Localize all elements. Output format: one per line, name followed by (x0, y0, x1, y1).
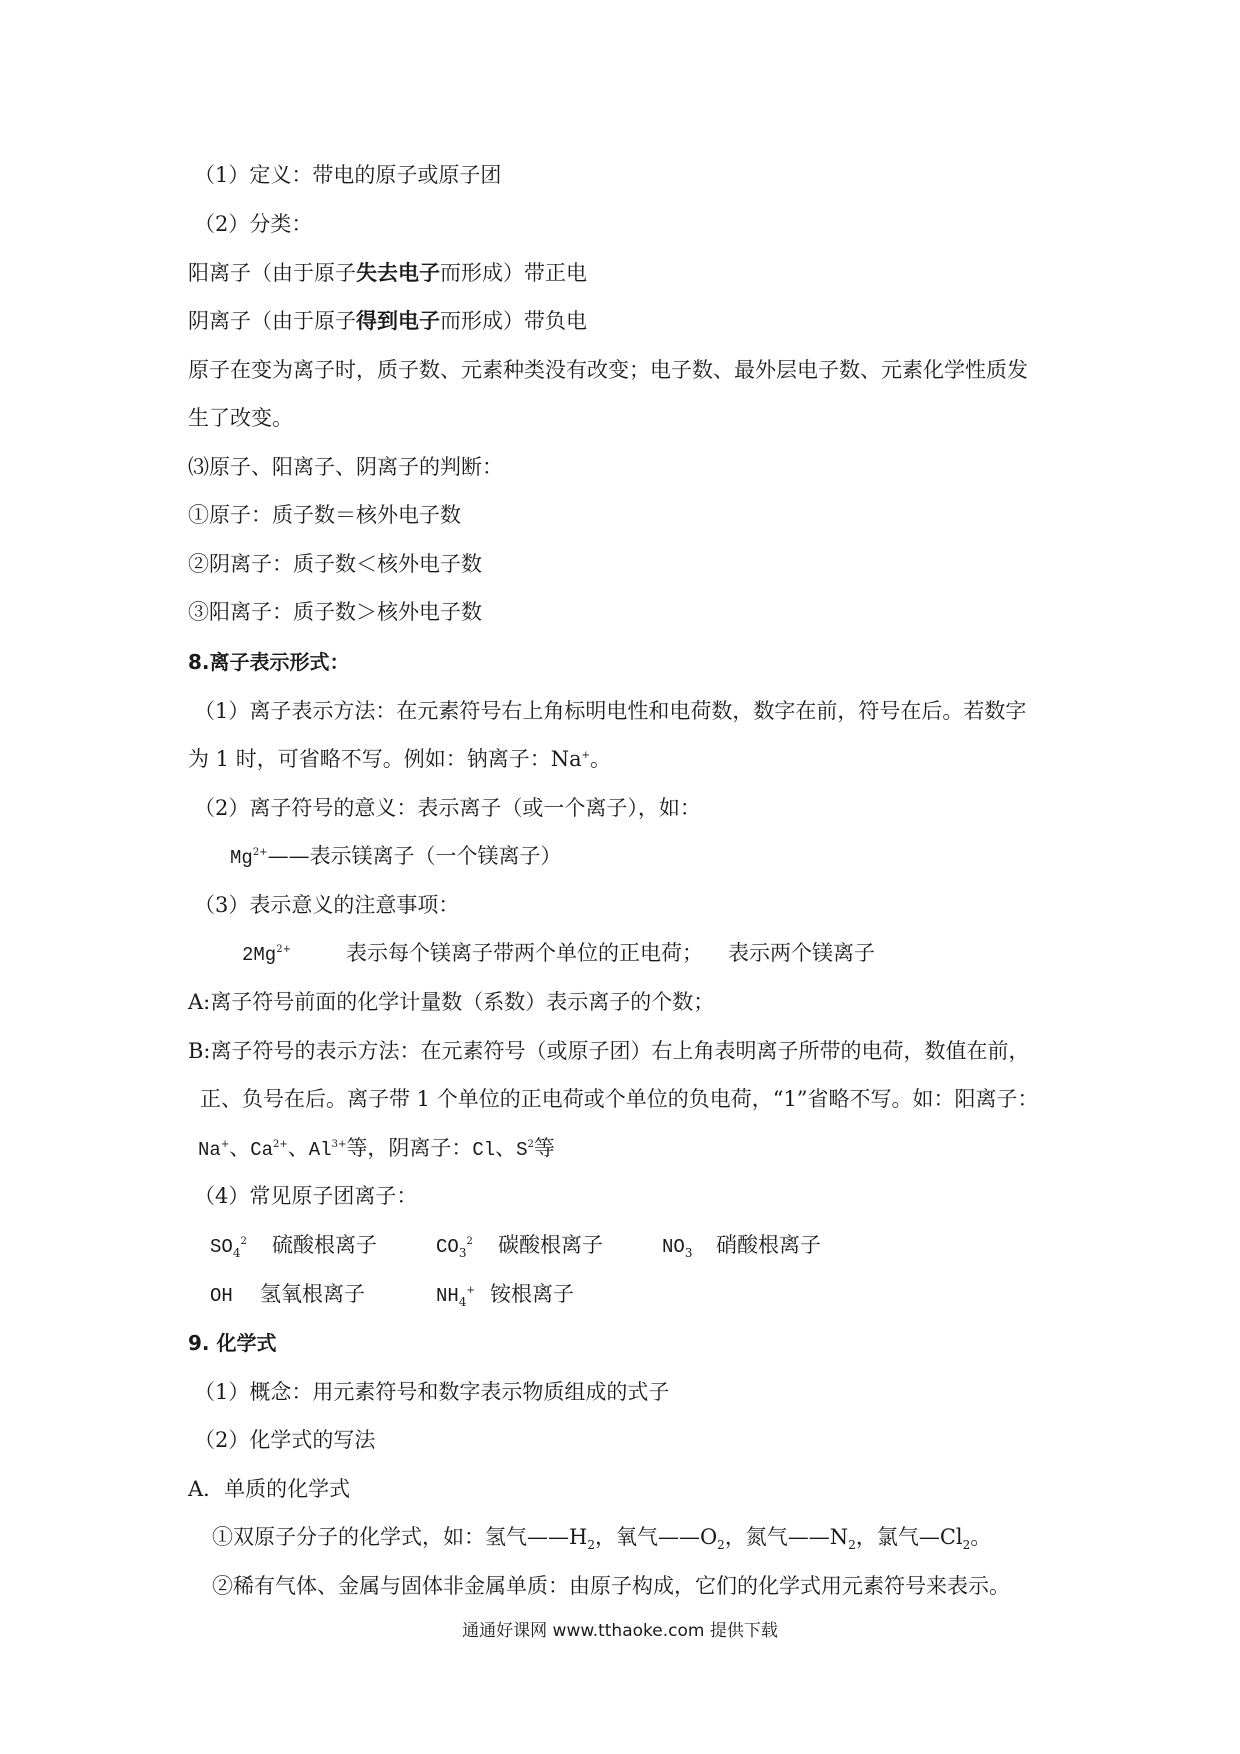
nitrate-name: 硝酸根离子 (716, 1233, 821, 1257)
cation-line: 阳离子（由于原子失去电子而形成）带正电 (188, 260, 587, 285)
mg-example-line: $Mg^{2+}——$表示镁离子（一个镁离子） (230, 844, 562, 869)
note-a: A:离子符号前面的化学计量数（系数）表示离子的个数； (188, 990, 715, 1014)
ion-method-line-2: 为 1 时，可省略不写。例如：钠离子：Na+。 (188, 747, 611, 771)
noble-gas-line: ②稀有气体、金属与固体非金属单质：由原子构成，它们的化学式用元素符号来表示。 (212, 1574, 1010, 1598)
two-mg-meaning-a: 表示每个镁离子带两个单位的正电荷； (346, 941, 703, 965)
sulfate-name: 硫酸根离子 (272, 1233, 377, 1257)
hydroxide-formula: OH (210, 1285, 233, 1307)
note-b-line-2: 正、负号在后。离子带 1 个单位的正电荷或个单位的负电荷，“1”省略不写。如：阳离子： (200, 1087, 1039, 1111)
common-groups-heading: （4）常见原子团离子： (194, 1184, 418, 1208)
nitrate-formula: $NO_3$ (662, 1236, 693, 1261)
anion-line: 阴离子（由于原子得到电子而形成）带负电 (188, 308, 587, 333)
judge-anion: ②阴离子：质子数＜核外电子数 (188, 552, 482, 576)
ion-method-line-1: （1）离子表示方法：在元素符号右上角标明电性和电荷数，数字在前，符号在后。若数字 (194, 699, 1027, 723)
diatomic-line: ①双原子分子的化学式，如：氢气$——H_2$，氧气$——O_2$，氮气$——N_2$，氯气$—Cl_2$。 (212, 1525, 992, 1553)
definition-line: （1）定义：带电的原子或原子团 (194, 163, 502, 187)
two-mg-meaning-b: 表示两个镁离子 (728, 941, 875, 965)
ammonium-name: 铵根离子 (490, 1282, 574, 1306)
notes-heading: （3）表示意义的注意事项： (194, 893, 460, 917)
change-line-1: 原子在变为离子时，质子数、元素种类没有改变；电子数、最外层电子数、元素化学性质发 (188, 358, 1028, 382)
two-mg-example: $2Mg^{2+}$ (242, 944, 291, 966)
carbonate-formula: $CO_3^2$ (436, 1236, 473, 1261)
change-line-2: 生了改变。 (188, 406, 293, 430)
judgement-heading: ⑶原子、阳离子、阴离子的判断： (188, 455, 503, 479)
section-9-title: 9. 化学式 (188, 1331, 277, 1355)
section-8-title: 8.离子表示形式： (188, 650, 350, 674)
ammonium-formula: $NH_4^+$ (436, 1285, 475, 1310)
elemental-formula-heading: A．单质的化学式 (188, 1477, 351, 1501)
judge-atom: ①原子：质子数＝核外电子数 (188, 503, 461, 527)
formula-writing: （2）化学式的写法 (194, 1428, 376, 1452)
formula-concept: （1）概念：用元素符号和数字表示物质组成的式子 (194, 1380, 670, 1404)
judge-cation: ③阳离子：质子数＞核外电子数 (188, 600, 482, 624)
note-b-line-1: B:离子符号的表示方法：在元素符号（或原子团）右上角表明离子所带的电荷，数值在前， (188, 1039, 1030, 1063)
carbonate-name: 碳酸根离子 (498, 1233, 603, 1257)
sulfate-formula: $SO_4^2$ (210, 1236, 247, 1261)
footer-source: 通通好课网 www.tthaoke.com 提供下载 (462, 1621, 778, 1641)
hydroxide-name: 氢氧根离子 (260, 1282, 365, 1306)
note-b-line-3: Na+、$Ca^{2+}$、$Al^{3+}$等，阴离子：Cl、$S^2$等 (198, 1136, 555, 1161)
classification-line: （2）分类： (194, 212, 313, 236)
ion-meaning-line: （2）离子符号的意义：表示离子（或一个离子），如： (194, 796, 701, 820)
